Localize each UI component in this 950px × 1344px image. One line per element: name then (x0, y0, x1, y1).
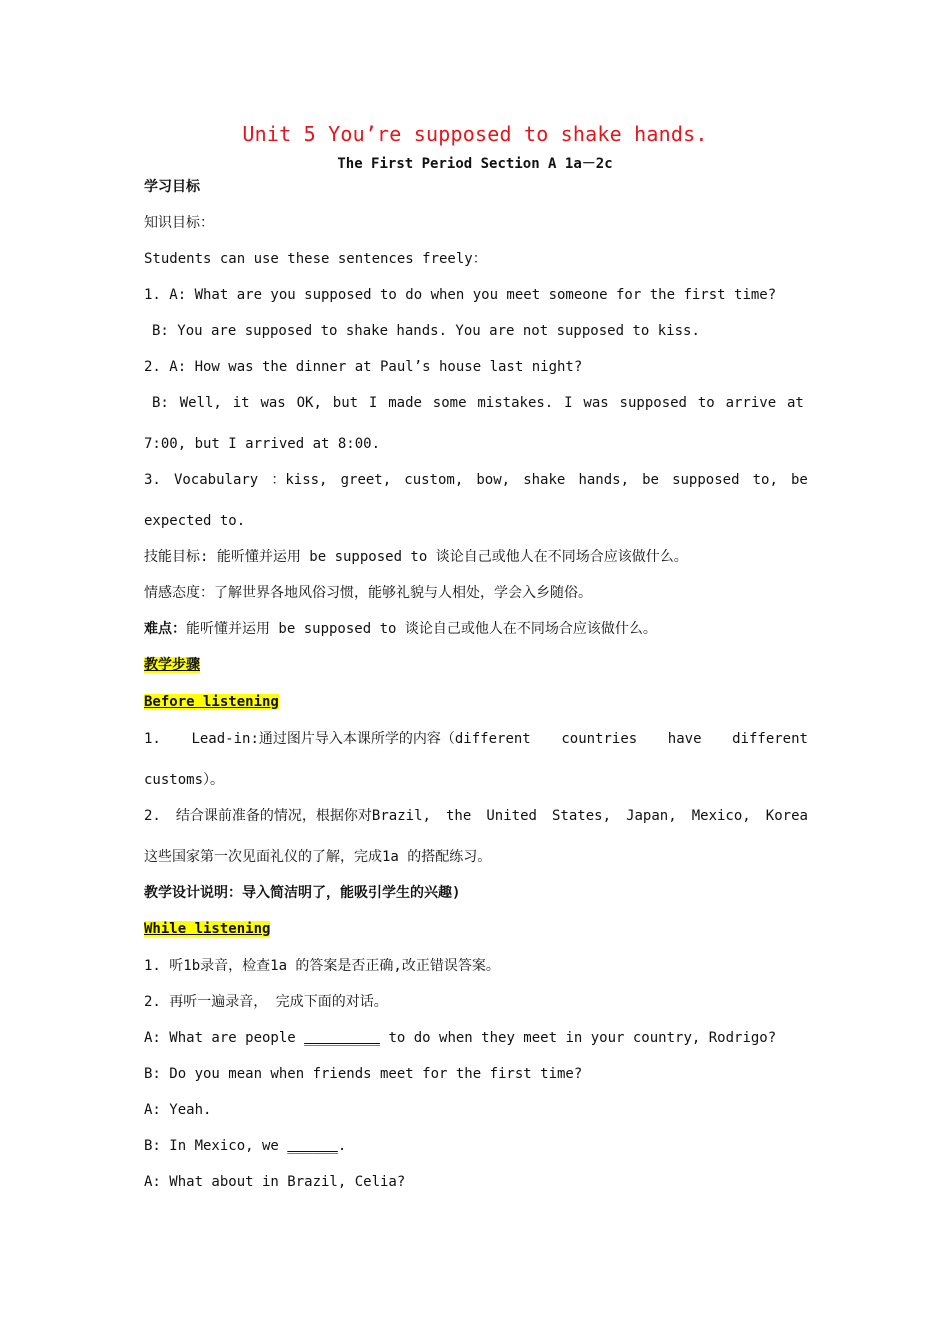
skill-objective: 技能目标: 能听懂并运用 be supposed to 谈论自己或他人在不同场合应该做什么。 (144, 549, 688, 565)
before-listening-row (144, 693, 808, 711)
word: Korea (765, 808, 808, 824)
word: Well, (179, 395, 222, 411)
word: custom, (404, 472, 464, 488)
word: B: (152, 395, 169, 411)
dialog-text: B: In Mexico, we (144, 1138, 288, 1154)
fill-blank-1: _________ (304, 1030, 381, 1046)
dialog-text: to do when they meet in your country, Rodrigo? (380, 1030, 777, 1046)
while-step-2: 2. 再听一遍录音， 完成下面的对话。 (144, 994, 388, 1010)
design-note: 教学设计说明：导入简洁明了，能吸引学生的兴趣) (144, 885, 461, 901)
section-heading-objectives: 学习目标 (144, 179, 200, 195)
intro-text: Students can use these sentences freely： (144, 251, 487, 267)
example-1-question: 1. A: What are you supposed to do when you meet someone for the first time? (144, 287, 777, 303)
before-listening-heading: Before listening (144, 694, 279, 710)
word: at (787, 395, 804, 411)
word: the (446, 808, 472, 824)
word: 1. (144, 731, 161, 747)
task-2-line (144, 807, 808, 825)
word: 2. (144, 808, 161, 824)
word: supposed (672, 472, 740, 488)
dialog-line-1 (144, 1029, 808, 1047)
word: I (564, 395, 573, 411)
dialog-line-4 (144, 1137, 808, 1155)
word: made (388, 395, 422, 411)
while-step-1: 1. 听1b录音，检查1a 的答案是否正确,改正错误答案。 (144, 958, 500, 974)
emotion-objective: 情感态度：了解世界各地风俗习惯，能够礼貌与人相处，学会入乡随俗。 (144, 585, 592, 601)
word: 结合课前准备的情况，根据你对Brazil, (175, 808, 431, 824)
word: I (368, 395, 378, 411)
knowledge-objectives-label: 知识目标： (144, 215, 214, 231)
word: some (432, 395, 467, 411)
word: arrive (725, 395, 777, 411)
vocabulary-line-cont: expected to. (144, 513, 246, 529)
word: States, (552, 808, 612, 824)
word: be (642, 472, 659, 488)
word: Japan, (626, 808, 677, 824)
while-listening-heading: While listening (144, 921, 271, 937)
example-2-question: 2. A: How was the dinner at Paul’s house last night? (144, 359, 583, 375)
steps-heading-row (144, 656, 808, 674)
steps-heading: 教学步骤 (144, 657, 200, 673)
dialog-line-3: A: Yeah. (144, 1102, 212, 1118)
word: Mexico, (691, 808, 751, 824)
vocabulary-line (144, 471, 808, 489)
task-2-line-cont: 这些国家第一次见面礼仪的了解，完成1a 的搭配练习。 (144, 849, 492, 865)
example-2-answer-cont: 7:00, but I arrived at 8:00. (144, 436, 381, 452)
word: United (486, 808, 537, 824)
word: hands, (578, 472, 630, 488)
example-2-answer (152, 394, 804, 412)
page-subtitle: The First Period Section A 1a－2c (337, 156, 613, 172)
word: to, (752, 472, 778, 488)
word: countries (561, 731, 638, 747)
word: OK, (296, 395, 322, 411)
word: Lead-in:通过图片导入本课所学的内容（different (191, 731, 531, 747)
word: 3. (144, 472, 161, 488)
word: different (732, 731, 808, 747)
word: mistakes. (477, 395, 554, 411)
word: bow, (476, 472, 511, 488)
dialog-text: A: What are people (144, 1030, 305, 1046)
dialog-line-2: B: Do you mean when friends meet for the first time? (144, 1066, 583, 1082)
word: have (667, 731, 702, 747)
dialog-text: . (337, 1138, 347, 1154)
leadin-line (144, 730, 808, 748)
word: to (697, 395, 715, 411)
word: was (583, 395, 609, 411)
difficulty-label: 难点： (144, 621, 186, 637)
dialog-line-5: A: What about in Brazil, Celia? (144, 1174, 406, 1190)
leadin-line-cont: customs）。 (144, 772, 225, 788)
page-title: Unit 5 You’re supposed to shake hands. (242, 122, 708, 146)
word: but (332, 395, 359, 411)
difficulty-text: 能听懂并运用 be supposed to 谈论自己或他人在不同场合应该做什么。 (186, 621, 657, 637)
while-listening-row (144, 920, 808, 938)
example-1-answer: B: You are supposed to shake hands. You are not supposed to kiss. (152, 323, 700, 339)
word: shake (523, 472, 566, 488)
word: ：kiss, (271, 472, 328, 488)
difficulty-line (144, 620, 808, 638)
word: it (232, 395, 250, 411)
word: greet, (340, 472, 392, 488)
word: be (790, 472, 808, 488)
fill-blank-2: ______ (287, 1138, 338, 1154)
word: Vocabulary (173, 472, 259, 488)
word: supposed (619, 395, 687, 411)
word: was (260, 395, 286, 411)
